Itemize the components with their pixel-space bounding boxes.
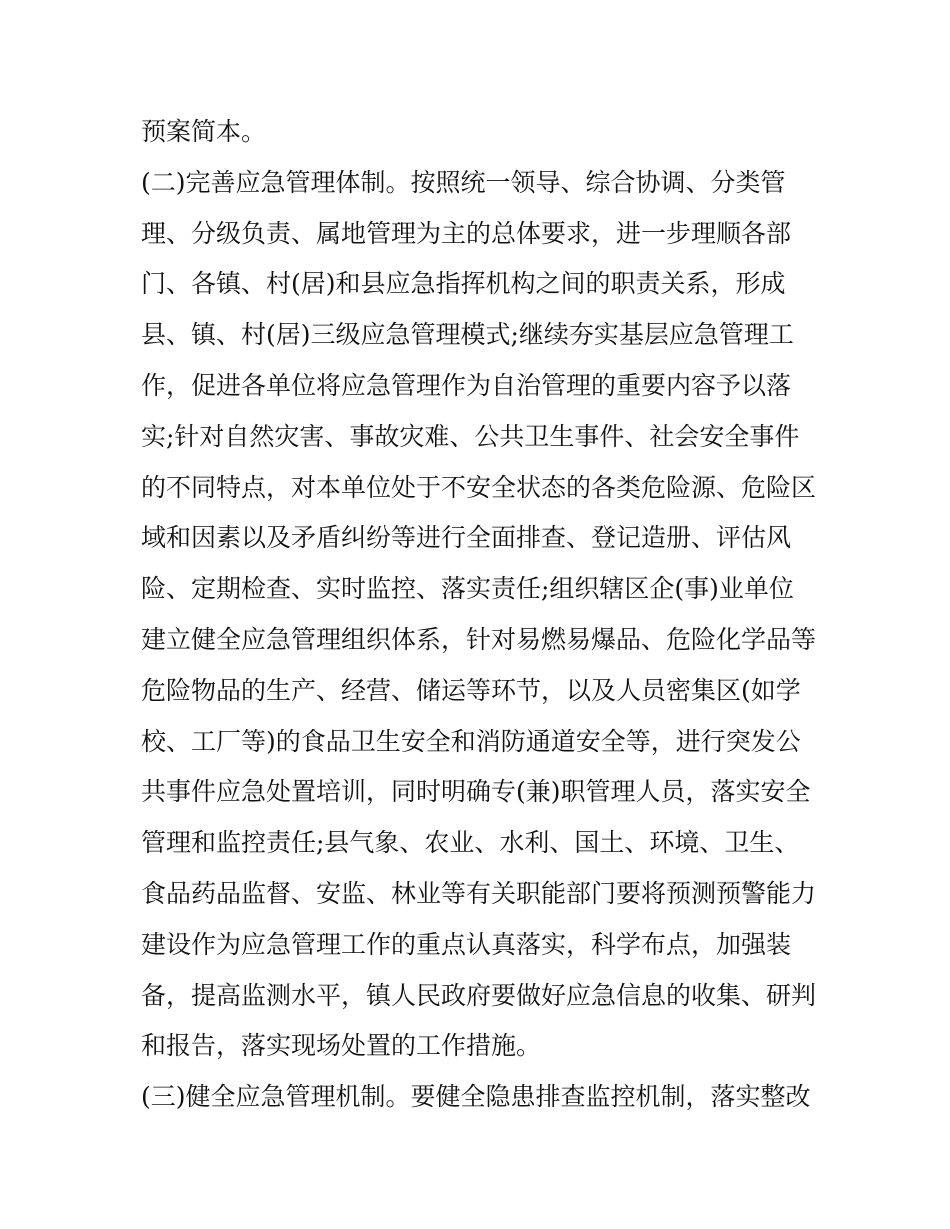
text-line: (三)健全应急管理机制。要健全隐患排查监控机制，落实整改 [141,1082,811,1112]
text-line: 建设作为应急管理工作的重点认真落实，科学布点，加强装 [141,929,792,959]
text-line: 实;针对自然灾害、事故灾难、公共卫生事件、社会安全事件 [141,421,800,451]
text-line: 的不同特点，对本单位处于不安全状态的各类危险源、危险区 [141,472,817,502]
text-line: 危险物品的生产、经营、储运等环节，以及人员密集区(如学 [141,675,801,705]
text-line: 作，促进各单位将应急管理作为自治管理的重要内容予以落 [141,370,792,400]
text-line: 和报告，落实现场处置的工作措施。 [141,1031,542,1061]
text-line: 备，提高监测水平，镇人民政府要做好应急信息的收集、研判 [141,980,817,1010]
text-line: 门、各镇、村(居)和县应急指挥机构之间的职责关系，形成 [141,269,786,299]
body-text [141,107,821,1123]
text-line: 建立健全应急管理组织体系，针对易燃易爆品、危险化学品等 [141,624,817,654]
text-line: (二)完善应急管理体制。按照统一领导、综合协调、分类管 [141,167,786,197]
text-line: 校、工厂等)的食品卫生安全和消防通道安全等，进行突发公 [141,726,801,756]
text-line: 险、定期检查、实时监控、落实责任;组织辖区企(事)业单位 [141,574,794,604]
text-line: 预案简本。 [141,117,267,146]
text-line: 共事件应急处置培训，同时明确专(兼)职管理人员，落实安全 [141,777,811,807]
text-line: 理、分级负责、属地管理为主的总体要求，进一步理顺各部 [141,218,792,248]
text-line: 域和因素以及矛盾纠纷等进行全面排查、登记造册、评估风 [141,523,792,553]
text-line: 县、镇、村(居)三级应急管理模式;继续夯实基层应急管理工 [141,320,794,350]
text-line: 食品药品监督、安监、林业等有关职能部门要将预测预警能力 [141,878,817,908]
text-line: 管理和监控责任;县气象、农业、水利、国土、环境、卫生、 [141,828,800,858]
